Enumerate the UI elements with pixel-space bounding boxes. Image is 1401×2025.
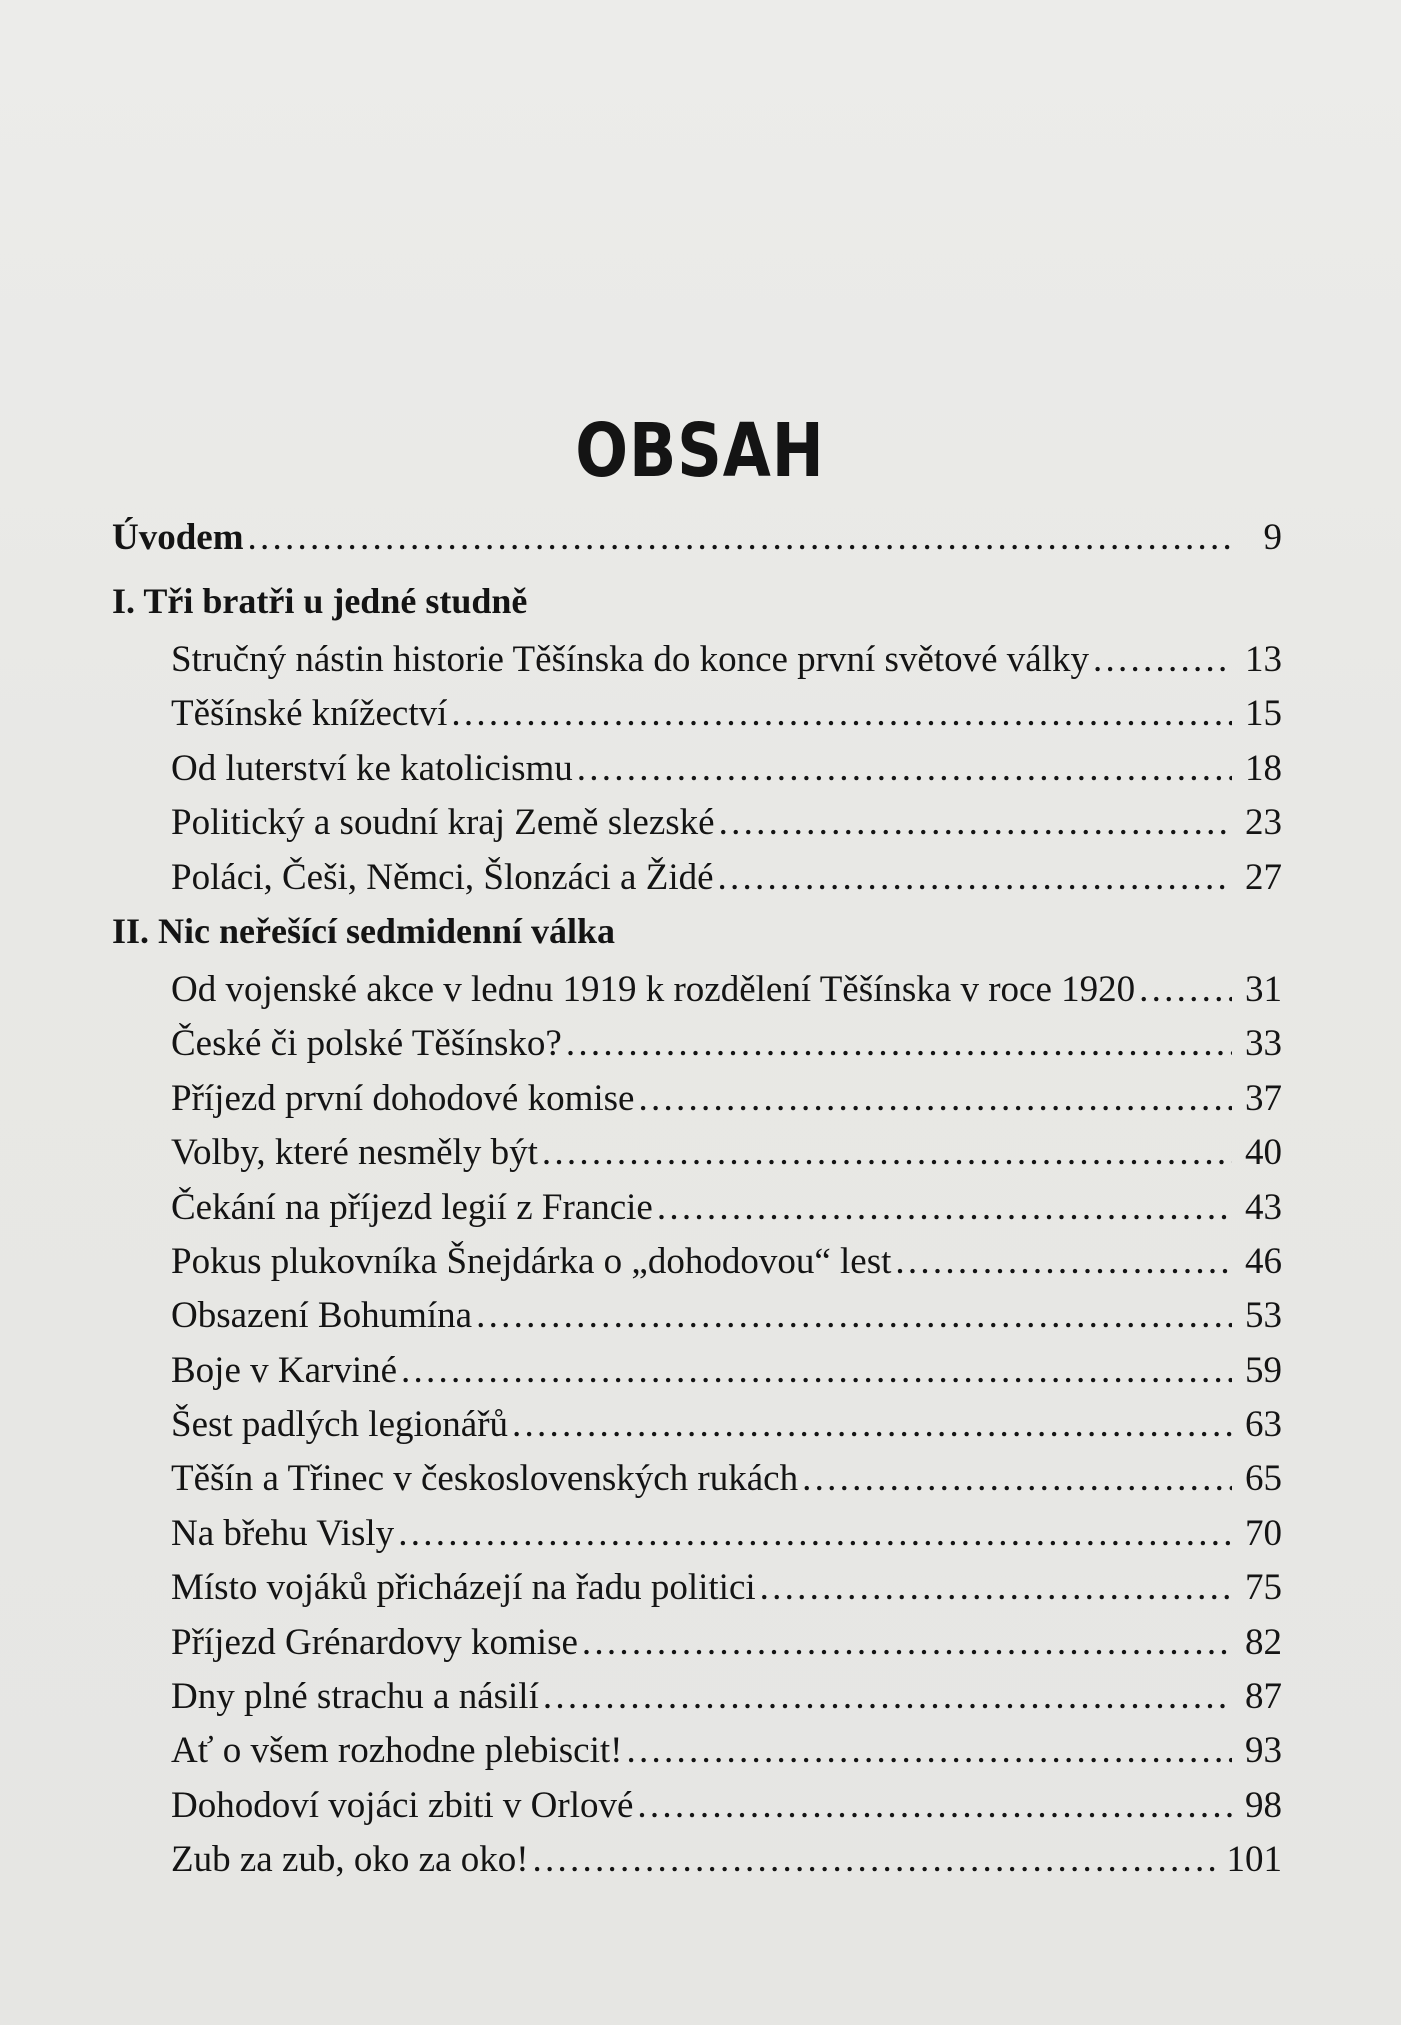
toc-entry	[112, 692, 1282, 746]
toc-entry-title: Stručný nástin historie Těšínska do konce první světové války	[171, 639, 1089, 680]
toc-entry-page: 59	[1245, 1349, 1282, 1391]
toc-entry-page: 9	[1263, 517, 1282, 558]
toc-entry	[112, 1675, 1282, 1729]
dot-leader	[1093, 638, 1232, 681]
toc-entry	[112, 1838, 1282, 1892]
toc-entry	[112, 1457, 1282, 1511]
toc-entry-title: Místo vojáků přicházejí na řadu politici	[171, 1567, 756, 1609]
toc-entry-page: 43	[1245, 1186, 1282, 1228]
toc-entry	[112, 801, 1282, 855]
toc-entry-page: 33	[1245, 1023, 1282, 1065]
toc-entry-title: Obsazení Bohumína	[171, 1295, 473, 1337]
toc-entry-page: 15	[1245, 693, 1282, 735]
dot-leader	[533, 1838, 1217, 1881]
toc-entry	[112, 856, 1282, 910]
toc-entry-title: Od vojenské akce v lednu 1919 k rozdělení Těšínska v roce 1920	[171, 968, 1136, 1010]
toc-entry-page: 31	[1245, 968, 1282, 1010]
dot-leader	[718, 856, 1232, 899]
toc-entry-title: Těšínské knížectví	[171, 693, 448, 735]
toc-entry	[112, 1022, 1282, 1076]
toc-entry-page: 75	[1245, 1567, 1282, 1609]
toc-entry-title: Těšín a Třinec v československých rukách	[171, 1458, 799, 1500]
page-title: OBSAH	[575, 408, 825, 494]
toc-entry-page: 82	[1245, 1621, 1282, 1663]
dot-leader	[626, 1729, 1232, 1772]
dot-leader	[543, 1675, 1232, 1718]
toc-entry-title: Šest padlých legionářů	[171, 1404, 509, 1446]
toc-entry-page: 37	[1245, 1077, 1282, 1119]
dot-leader	[638, 1077, 1232, 1120]
dot-leader	[451, 692, 1232, 735]
dot-leader	[895, 1240, 1232, 1283]
dot-leader	[577, 747, 1232, 790]
toc-entry-page: 13	[1245, 639, 1282, 680]
toc-entry	[112, 1729, 1282, 1783]
toc-entry	[112, 1566, 1282, 1620]
part-title: II. Nic neřešící sedmidenní válka	[112, 910, 616, 951]
toc-entry	[112, 1512, 1282, 1566]
toc-entry-title: Příjezd první dohodové komise	[171, 1077, 635, 1119]
toc-entry-page: 46	[1245, 1240, 1282, 1282]
dot-leader	[760, 1566, 1232, 1609]
toc-entry-title: Politický a soudní kraj Země slezské	[171, 802, 715, 844]
dot-leader	[1139, 968, 1232, 1011]
toc-entry-title: Volby, které nesměly být	[171, 1132, 538, 1174]
part-title: I. Tři bratři u jedné studně	[112, 581, 528, 621]
dot-leader	[512, 1403, 1232, 1446]
toc-entry-page: 65	[1245, 1458, 1282, 1500]
toc-entry-page: 23	[1245, 802, 1282, 844]
toc-entry	[112, 1186, 1282, 1240]
dot-leader	[637, 1784, 1232, 1827]
toc-entry-title: Od luterství ke katolicismu	[171, 747, 573, 789]
toc-entry-page: 87	[1245, 1676, 1282, 1718]
dot-leader	[719, 801, 1232, 844]
toc-entry-title: Dohodoví vojáci zbiti v Orlové	[171, 1784, 634, 1826]
toc-entry	[112, 638, 1282, 692]
dot-leader	[566, 1022, 1232, 1065]
toc-entry	[112, 1294, 1282, 1348]
toc-entry	[112, 1131, 1282, 1185]
toc-entry-page: 98	[1245, 1784, 1282, 1826]
toc-entry	[112, 1349, 1282, 1403]
toc-entry-intro	[112, 516, 1282, 580]
toc-part-heading	[112, 910, 1282, 968]
toc-entry	[112, 1240, 1282, 1294]
toc-entry-title: Příjezd Grénardovy komise	[171, 1621, 578, 1663]
toc-entry	[112, 968, 1282, 1022]
toc-entry-page: 18	[1245, 747, 1282, 789]
dot-leader	[802, 1457, 1232, 1500]
dot-leader	[657, 1186, 1232, 1229]
toc-entry	[112, 1403, 1282, 1457]
toc-entry	[112, 747, 1282, 801]
toc-entry-page: 40	[1245, 1132, 1282, 1174]
toc-entry-title: Úvodem	[112, 517, 244, 558]
toc-entry	[112, 1784, 1282, 1838]
dot-leader	[398, 1512, 1232, 1555]
toc-entry-title: Čekání na příjezd legií z Francie	[171, 1186, 653, 1228]
toc-entry-page: 93	[1245, 1730, 1282, 1772]
toc-entry	[112, 1621, 1282, 1675]
toc-entry-title: Zub za zub, oko za oko!	[171, 1839, 529, 1881]
table-of-contents	[112, 516, 1282, 1893]
toc-entry-page: 70	[1245, 1512, 1282, 1554]
toc-entry-page: 101	[1226, 1839, 1282, 1881]
dot-leader	[542, 1131, 1232, 1174]
dot-leader	[582, 1621, 1232, 1664]
toc-entry-title: Dny plné strachu a násilí	[171, 1676, 539, 1718]
dot-leader	[401, 1349, 1232, 1392]
toc-entry-page: 63	[1245, 1404, 1282, 1446]
toc-entry	[112, 1077, 1282, 1131]
toc-entry-title: Na břehu Visly	[171, 1512, 395, 1554]
toc-entry-title: Boje v Karviné	[171, 1349, 398, 1391]
dot-leader	[248, 516, 1232, 559]
toc-part-heading	[112, 580, 1282, 638]
toc-entry-title: Ať o všem rozhodne plebiscit!	[171, 1730, 623, 1772]
toc-entry-title: Pokus plukovníka Šnejdárka o „dohodovou“ lest	[171, 1240, 892, 1282]
dot-leader	[476, 1294, 1232, 1337]
toc-entry-title: České či polské Těšínsko?	[171, 1023, 562, 1065]
toc-entry-title: Poláci, Češi, Němci, Šlonzáci a Židé	[171, 856, 714, 898]
toc-entry-page: 53	[1245, 1295, 1282, 1337]
toc-entry-page: 27	[1245, 856, 1282, 898]
